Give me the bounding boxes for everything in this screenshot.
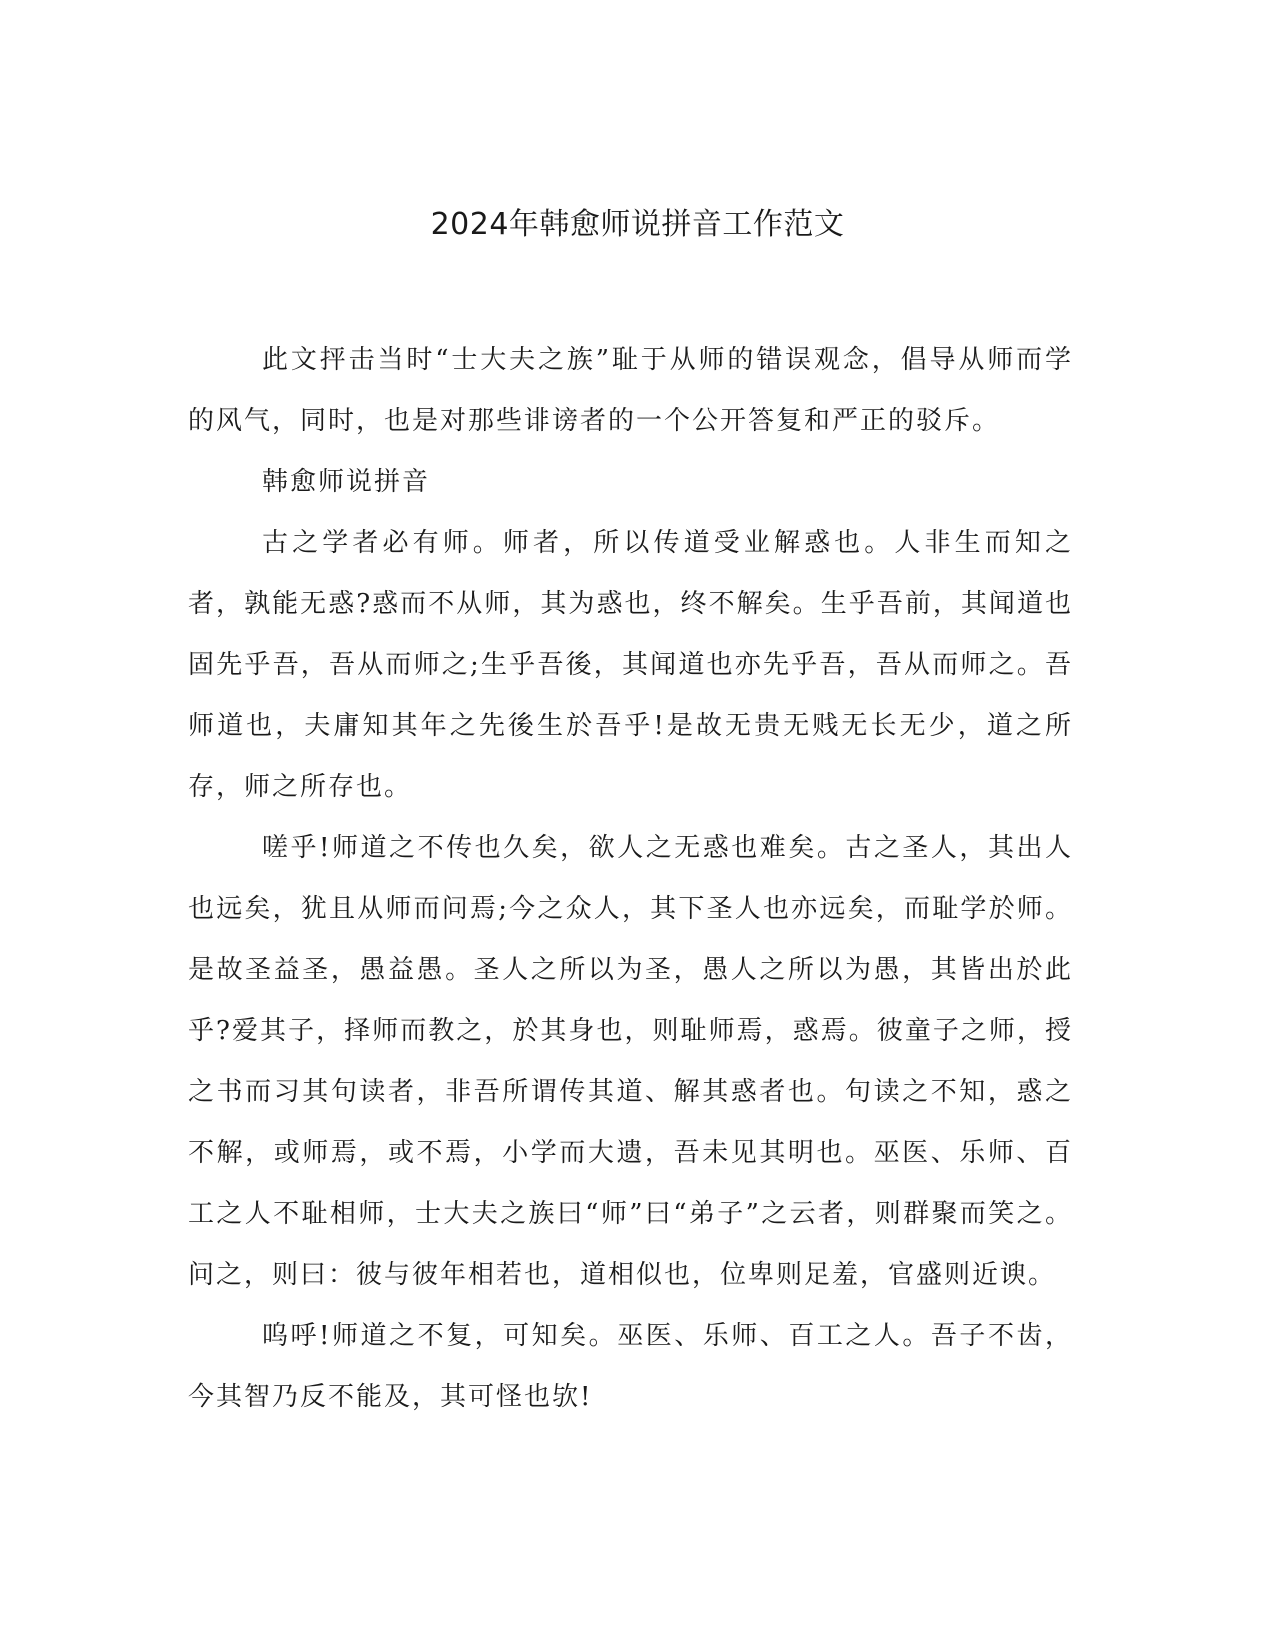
paragraph-classic-3: 呜呼!师道之不复，可知矣。巫医、乐师、百工之人。吾子不齿，今其智乃反不能及，其可怪也欤! xyxy=(188,1321,1073,1412)
paragraph-heading: 韩愈师说拼音 xyxy=(262,467,431,497)
paragraph-intro: 此文抨击当时“士大夫之族”耻于从师的错误观念，倡导从师而学的风气，同时，也是对那些诽谤者的一个公开答复和严正的驳斥。 xyxy=(188,345,1073,436)
document-title: 2024年韩愈师说拼音工作范文 xyxy=(430,207,845,242)
document-body xyxy=(188,330,1073,1428)
paragraph-classic-1: 古之学者必有师。师者，所以传道受业解惑也。人非生而知之者，孰能无惑?惑而不从师，其为惑也，终不解矣。生乎吾前，其闻道也固先乎吾，吾从而师之;生乎吾後，其闻道也亦先乎吾，吾从而师之。吾师道也，夫庸知其年之先後生於吾乎!是故无贵无贱无长无少，道之所存，师之所存也。 xyxy=(188,528,1073,802)
paragraph-classic-2: 嗟乎!师道之不传也久矣，欲人之无惑也难矣。古之圣人，其出人也远矣，犹且从师而问焉;今之众人，其下圣人也亦远矣，而耻学於师。是故圣益圣，愚益愚。圣人之所以为圣，愚人之所以为愚，其皆出於此乎?爱其子，择师而教之，於其身也，则耻师焉，惑焉。彼童子之师，授之书而习其句读者，非吾所谓传其道、解其惑者也。句读之不知，惑之不解，或师焉，或不焉，小学而大遗，吾未见其明也。巫医、乐师、百工之人不耻相师，士大夫之族曰“师”曰“弟子”之云者，则群聚而笑之。问之，则曰：彼与彼年相若也，道相似也，位卑则足羞，官盛则近谀。 xyxy=(188,833,1073,1290)
